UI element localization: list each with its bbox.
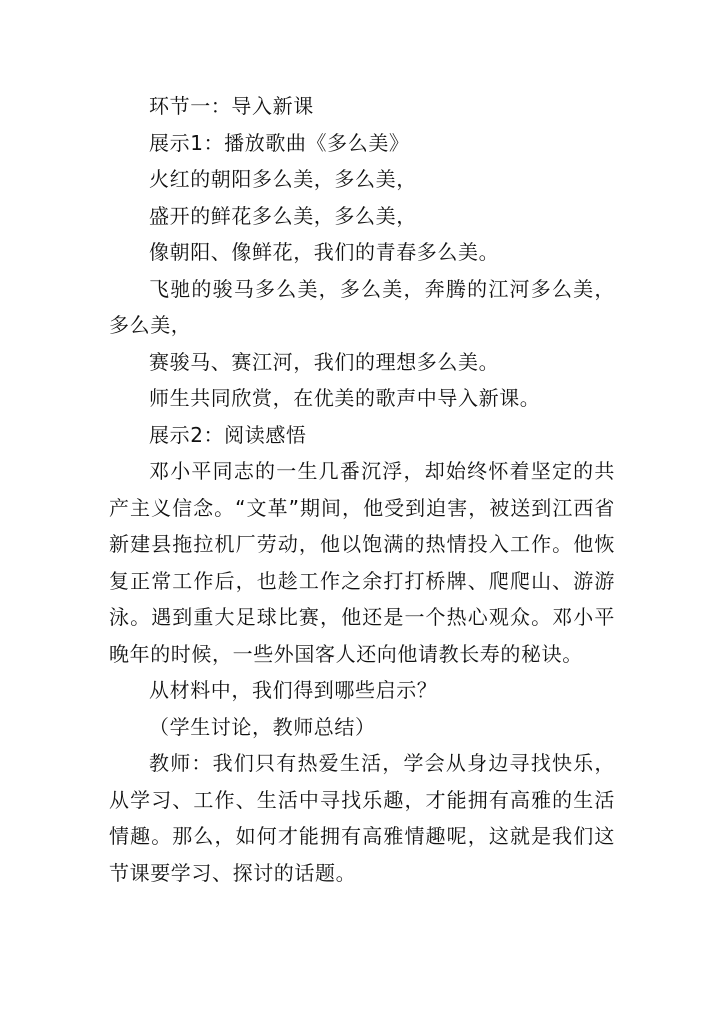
display-item-heading: 展示2：阅读感悟 [149, 422, 307, 447]
teacher-summary: 教师：我们只有热爱生活，学会从身边寻找快乐，从学习、工作、生活中寻找乐趣，才能拥有高雅的生活情趣。那么，如何才能拥有高雅情趣呢，这就是我们这节课要学习、探讨的话题。 [109, 751, 615, 885]
reading-passage: 邓小平同志的一生几番沉浮，却始终怀着坚定的共产主义信念。“文革”期间，他受到迫害，被送到江西省新建县拖拉机厂劳动，他以饱满的热情投入工作。他恢复正常工作后，也趁工作之余打打桥牌、爬爬山、游游泳。遇到重大足球比赛，他还是一个热心观众。邓小平晚年的时候，一些外国客人还向他请教长寿的秘诀。 [109, 459, 615, 666]
body-paragraph: 师生共同欣赏，在优美的歌声中导入新课。 [149, 386, 541, 410]
instruction-note: （学生讨论，教师总结） [149, 714, 376, 739]
display-item-heading: 展示1：播放歌曲《多么美》 [149, 130, 410, 155]
lyric-line: 像朝阳、像鲜花，我们的青春多么美。 [149, 240, 500, 264]
lyric-line: 飞驰的骏马多么美，多么美，奔腾的江河多么美，多么美， [109, 276, 615, 337]
document-body [109, 88, 615, 891]
section-heading: 环节一：导入新课 [149, 94, 314, 118]
lyric-line: 盛开的鲜花多么美，多么美， [149, 203, 417, 228]
lyric-line: 火红的朝阳多么美，多么美， [149, 167, 417, 191]
lyric-line: 赛骏马、赛江河，我们的理想多么美。 [149, 349, 500, 374]
question-paragraph: 从材料中，我们得到哪些启示？ [149, 678, 438, 702]
